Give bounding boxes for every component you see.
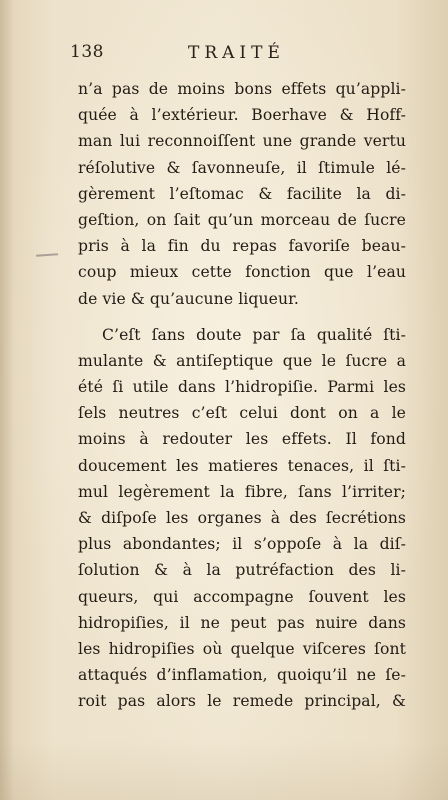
text-line: réſolutive & ſavonneuſe, il ſtimule lé- — [78, 158, 406, 177]
text-line: ſels neutres c’eſt celui dont on a le — [78, 404, 406, 423]
running-title: TRAITÉ — [188, 43, 285, 63]
text-line: n’a pas de moins bons effets qu’appli- — [78, 80, 406, 98]
text-line: mulante & antiſeptique que le ſucre a — [78, 351, 406, 370]
text-line: mul legèrement la fibre, ſans l’irriter; — [78, 482, 406, 501]
text-line: queurs, qui accompagne ſouvent les — [78, 587, 406, 606]
text-line: plus abondantes; il s’oppoſe à la diſ- — [78, 535, 406, 554]
text-line: roit pas alors le remede principal, & — [78, 692, 406, 711]
page-number: 138 — [70, 42, 104, 62]
text-line: attaqués d’inflamation, quoiqu’il ne ſe- — [78, 666, 406, 685]
text-line: été ſi utile dans l’hidropiſie. Parmi les — [78, 378, 406, 397]
spine-shadow — [0, 0, 14, 800]
text-line: pris à la fin du repas favoriſe beau- — [78, 237, 406, 256]
text-line: ſolution & à la putréfaction des li- — [78, 561, 406, 580]
paragraph-1 — [78, 76, 406, 312]
body-text — [78, 76, 406, 715]
page-shading — [0, 740, 448, 800]
text-line: de vie & qu’aucune liqueur. — [78, 289, 299, 308]
text-line: doucement les matieres tenaces, il ſti- — [78, 456, 406, 475]
text-line: coup mieux cette fonction que l’eau — [78, 263, 406, 282]
text-line: hidropiſies, il ne peut pas nuire dans — [78, 613, 406, 632]
text-line: C’eſt ſans doute par ſa qualité ſti- — [102, 325, 406, 344]
paragraph-gap — [78, 312, 406, 322]
text-line: geſtion, on ſait qu’un morceau de ſucre — [78, 210, 406, 229]
text-line: moins à redouter les effets. Il fond — [78, 430, 406, 449]
text-line: man lui reconnoiſſent une grande vertu — [78, 132, 406, 151]
text-line: & diſpoſe les organes à des ſecrétions — [78, 509, 406, 527]
paragraph-2 — [78, 322, 406, 715]
margin-ink-mark — [36, 253, 58, 257]
page-header — [70, 42, 390, 72]
text-line: gèrement l’eſtomac & facilite la di- — [78, 184, 406, 203]
text-line: les hidropiſies où quelque viſceres ſont — [78, 639, 406, 658]
text-line: quée à l’extérieur. Boerhave & Hoff- — [78, 106, 406, 125]
